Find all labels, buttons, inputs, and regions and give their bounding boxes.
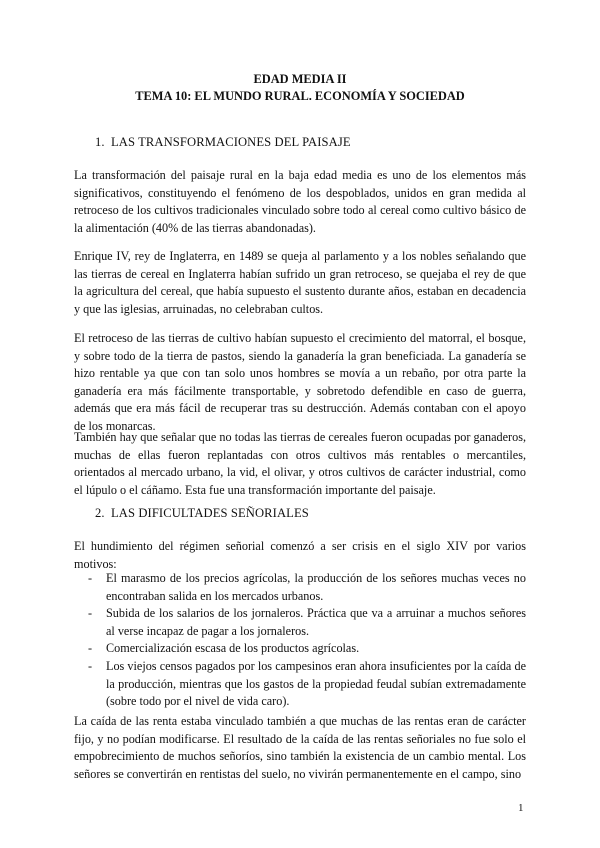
section-2-number: 2. — [95, 506, 105, 520]
bullet-dash: - — [88, 658, 93, 673]
difficulties-list — [74, 570, 526, 711]
section-1-paragraph: Enrique IV, rey de Inglaterra, en 1489 se queja al parlamento y a los nobles señalando que las tierras de cereal en Inglaterra habían sufrido un gran retroceso, se quejaba el rey de que la agricultura del cereal, que había supuesto el sustento durante años, estaban en decadencia y que las iglesias, arruinadas, no celebraban cultos. — [74, 249, 526, 316]
list-item — [74, 605, 526, 640]
bullet-dash: - — [88, 571, 93, 585]
list-item-text: Comercialización escasa de los productos agrícolas. — [106, 641, 360, 656]
list-item-text: El marasmo de los precios agrícolas, la producción de los señores muchas veces no encontraban salida en los mercados urbanos. — [106, 571, 526, 603]
bullet-dash: - — [88, 606, 93, 621]
list-item-text: Los viejos censos pagados por los campesinos eran ahora insuficientes por la caída de la producción, mientras que los gastos de la propiedad feudal subían extremadamente (sobre todo por el nivel de vida caro). — [106, 658, 526, 709]
list-item — [74, 640, 526, 658]
section-1-title: LAS TRANSFORMACIONES DEL PAISAJE — [111, 135, 351, 149]
list-item — [74, 658, 526, 711]
section-1-paragraph: La transformación del paisaje rural en la baja edad media es uno de los elementos más significativos, constituyendo el fenómeno de los despoblados, unidos en gran medida al retroceso de los cultivos tradicionales vinculado sobre todo al cereal como cultivo básico de la alimentación (40% de las tierras abandonadas). — [74, 168, 526, 235]
list-item-text: Subida de los salarios de los jornaleros. Práctica que va a arruinar a muchos señores al verse incapaz de pagar a los jornaleros. — [106, 606, 526, 638]
section-2-title: LAS DIFICULTADES SEÑORIALES — [111, 506, 309, 520]
page-number: 1 — [518, 802, 524, 814]
section-2-heading — [95, 505, 309, 523]
section-1-paragraph: El retroceso de las tierras de cultivo habían supuesto el crecimiento del matorral, el bosque, y sobre todo de la tierra de pastos, siendo la ganadería la gran beneficiada. La ganadería se hizo rentable ya que con tan solo unos hombres se movía a un rebaño, por otra parte la ganadería era más fácilmente transportable, y sobretodo defendible en caso de guerra, además que era más fácil de recuperar tras su destrucción. Además contaban con el apoyo de los monarcas. — [74, 331, 526, 433]
section-1-heading — [95, 134, 351, 152]
section-1-number: 1. — [95, 135, 105, 149]
section-1-paragraph: También hay que señalar que no todas las tierras de cereales fueron ocupadas por ganaderos, muchas de ellas fueron replantadas con otros cultivos más rentables o mercantiles, orientados al mercado urbano, la vid, el olivar, y otros cultivos de carácter industrial, como el lúpulo o el cáñamo. Esta fue una transformación importante del paisaje. — [74, 430, 526, 497]
section-2-closing-paragraph: La caída de las renta estaba vinculado también a que muchas de las rentas eran de carácter fijo, y no podían modificarse. El resultado de la caída de las rentas señoriales no fue solo el empobrecimiento de muchos señoríos, sino también la existencia de un cambio mental. Los señores se convertirán en rentistas del suelo, no vivirán permanentemente en el campo, sino — [74, 714, 526, 781]
list-item — [74, 570, 526, 605]
course-title: EDAD MEDIA II — [253, 72, 347, 86]
topic-title: TEMA 10: EL MUNDO RURAL. ECONOMÍA Y SOCIEDAD — [135, 89, 465, 103]
section-2-intro: El hundimiento del régimen señorial comenzó a ser crisis en el siglo XIV por varios motivos: — [74, 539, 526, 571]
bullet-dash: - — [88, 641, 93, 656]
